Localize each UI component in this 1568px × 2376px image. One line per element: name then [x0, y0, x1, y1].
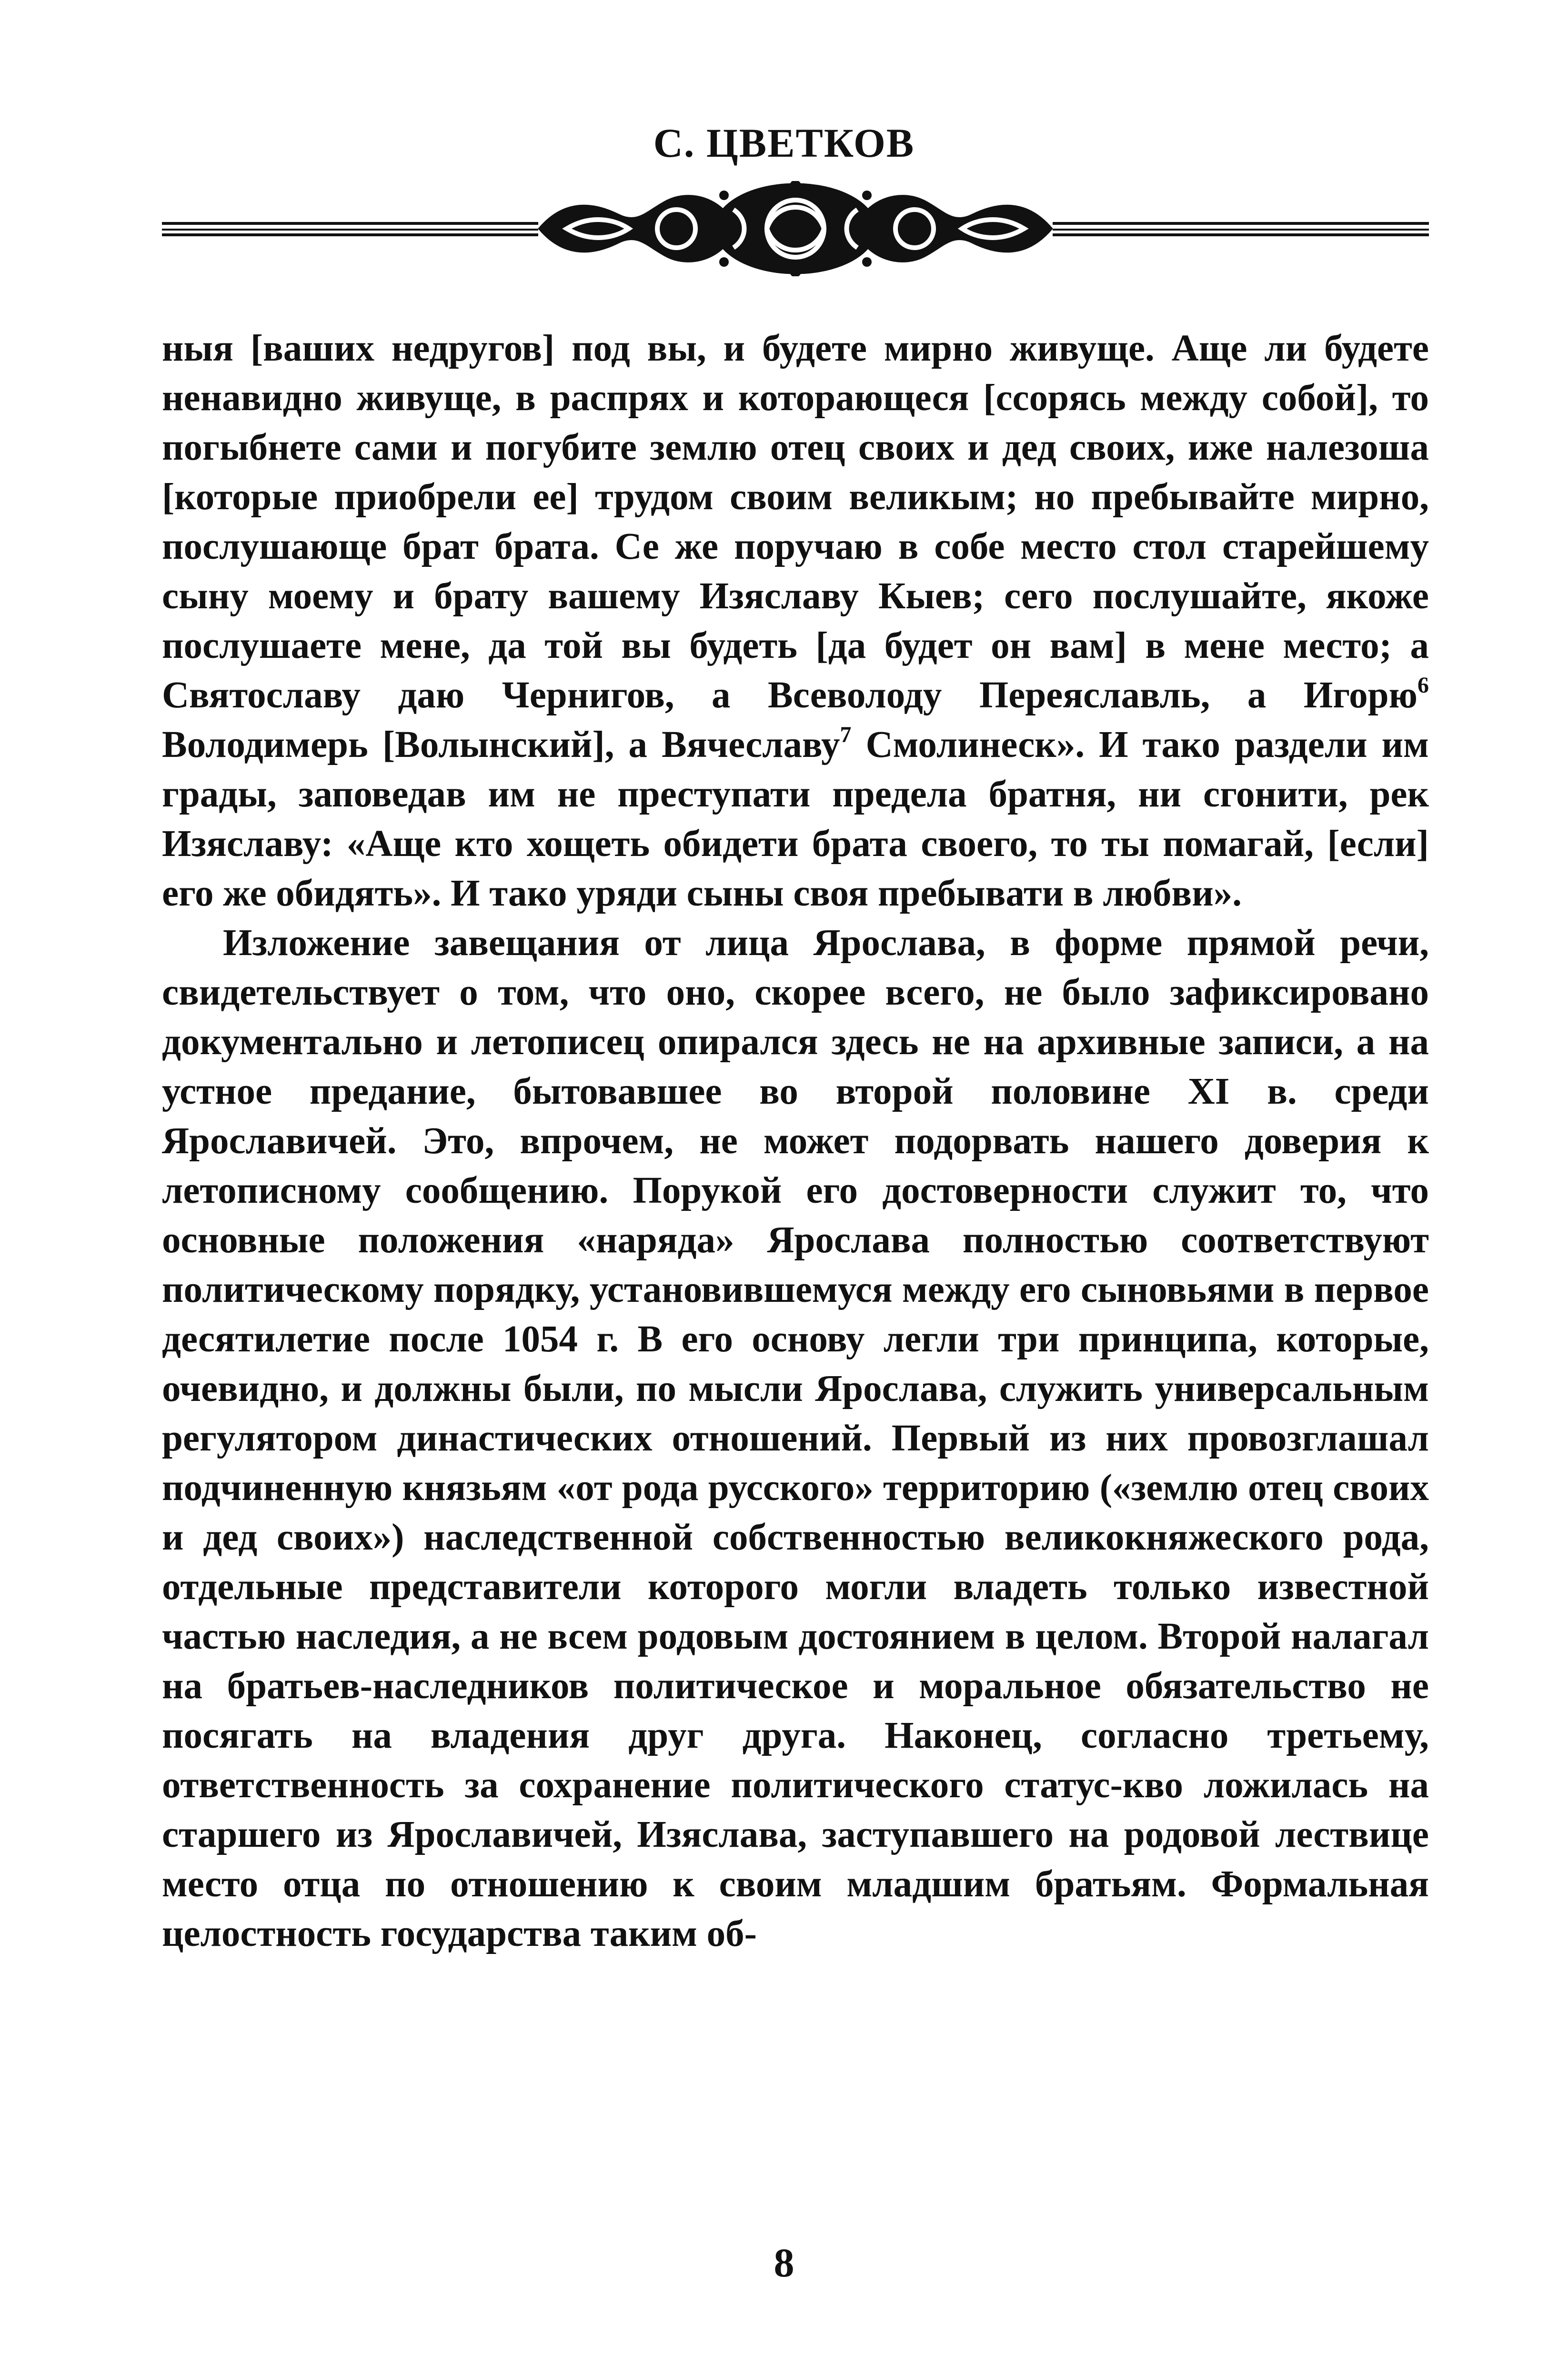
- body-text: [162, 324, 1429, 1959]
- running-head: С. ЦВЕТКОВ: [653, 120, 915, 166]
- paragraph-2: Изложение завещания от лица Ярослава, в форме прямой речи, свидетельствует о том, что оно, скорее всего, не было зафиксировано документально и летописец опирался здесь не на архивные записи, а на устное предание, бытовавшее во второй половине XI в. среди Ярославичей. Это, впрочем, не может подорвать нашего доверия к летописному сообщению. Порукой его достоверности служит то, что основные положения «наряда» Ярослава полностью соответствуют политическому порядку, установившемуся между его сыновьями в первое десятилетие после 1054 г. В его основу легли три принципа, которые, очевидно, и должны были, по мысли Ярослава, служить универсальным регулятором династических отношений. Первый из них провозглашал подчиненную князьям «от рода русского» территорию («землю отец своих и дед своих») наследственной собственностью великокняжеского рода, отдельные представители которого могли владеть только известной частью наследия, а не всем родовым достоянием в целом. Второй налагал на братьев-наследников политическое и моральное обязательство не посягать на владения друг друга. Наконец, согласно третьему, ответственность за сохранение политического статус-кво ложилась на старшего из Ярославичей, Изяслава, заступавшего на родовой лествице место отца по отношению к своим младшим братьям. Формальная целостность государства таким об-: [162, 922, 1429, 1954]
- footnote-marker-6: 6: [1417, 672, 1429, 698]
- paragraph-1: [162, 324, 1429, 918]
- footnote-marker-7: 7: [840, 722, 852, 747]
- paragraph-1-part-a: ныя [ваших недругов] под вы, и будете мирно живуще. Аще ли будете ненавидно живуще, в распрях и которающеся [ссорясь между собой], то погыбнете сами и погубите землю отец своих и дед своих, иже налезоша [которые приобрели ее] трудом своим великым; но пребывайте мирно, послушающе брат брата. Се же поручаю в собе место стол старейшему сыну моему и брату вашему Изяславу Кыев; сего послушайте, якоже послушаете мене, да той вы будеть [да будет он вам] в мене место; а Святославу даю Чернигов, а Всеволоду Переяславль, а Игорю: [162, 328, 1429, 716]
- paragraph-1-part-b: Володимерь [Волынский], а Вячеславу: [162, 724, 840, 765]
- page-number: 8: [774, 2240, 794, 2285]
- decorative-headpiece-icon: [162, 181, 1429, 276]
- paragraph-1-part-c: Смолинеск». И тако раздели им грады, заповедав им не преступати предела братня, ни сгонити, рек Изяславу: «Аще кто хощеть обидети брата своего, то ты помагай, [если] его же обидять». И тако уряди сыны своя пребывати в любви».: [162, 724, 1429, 914]
